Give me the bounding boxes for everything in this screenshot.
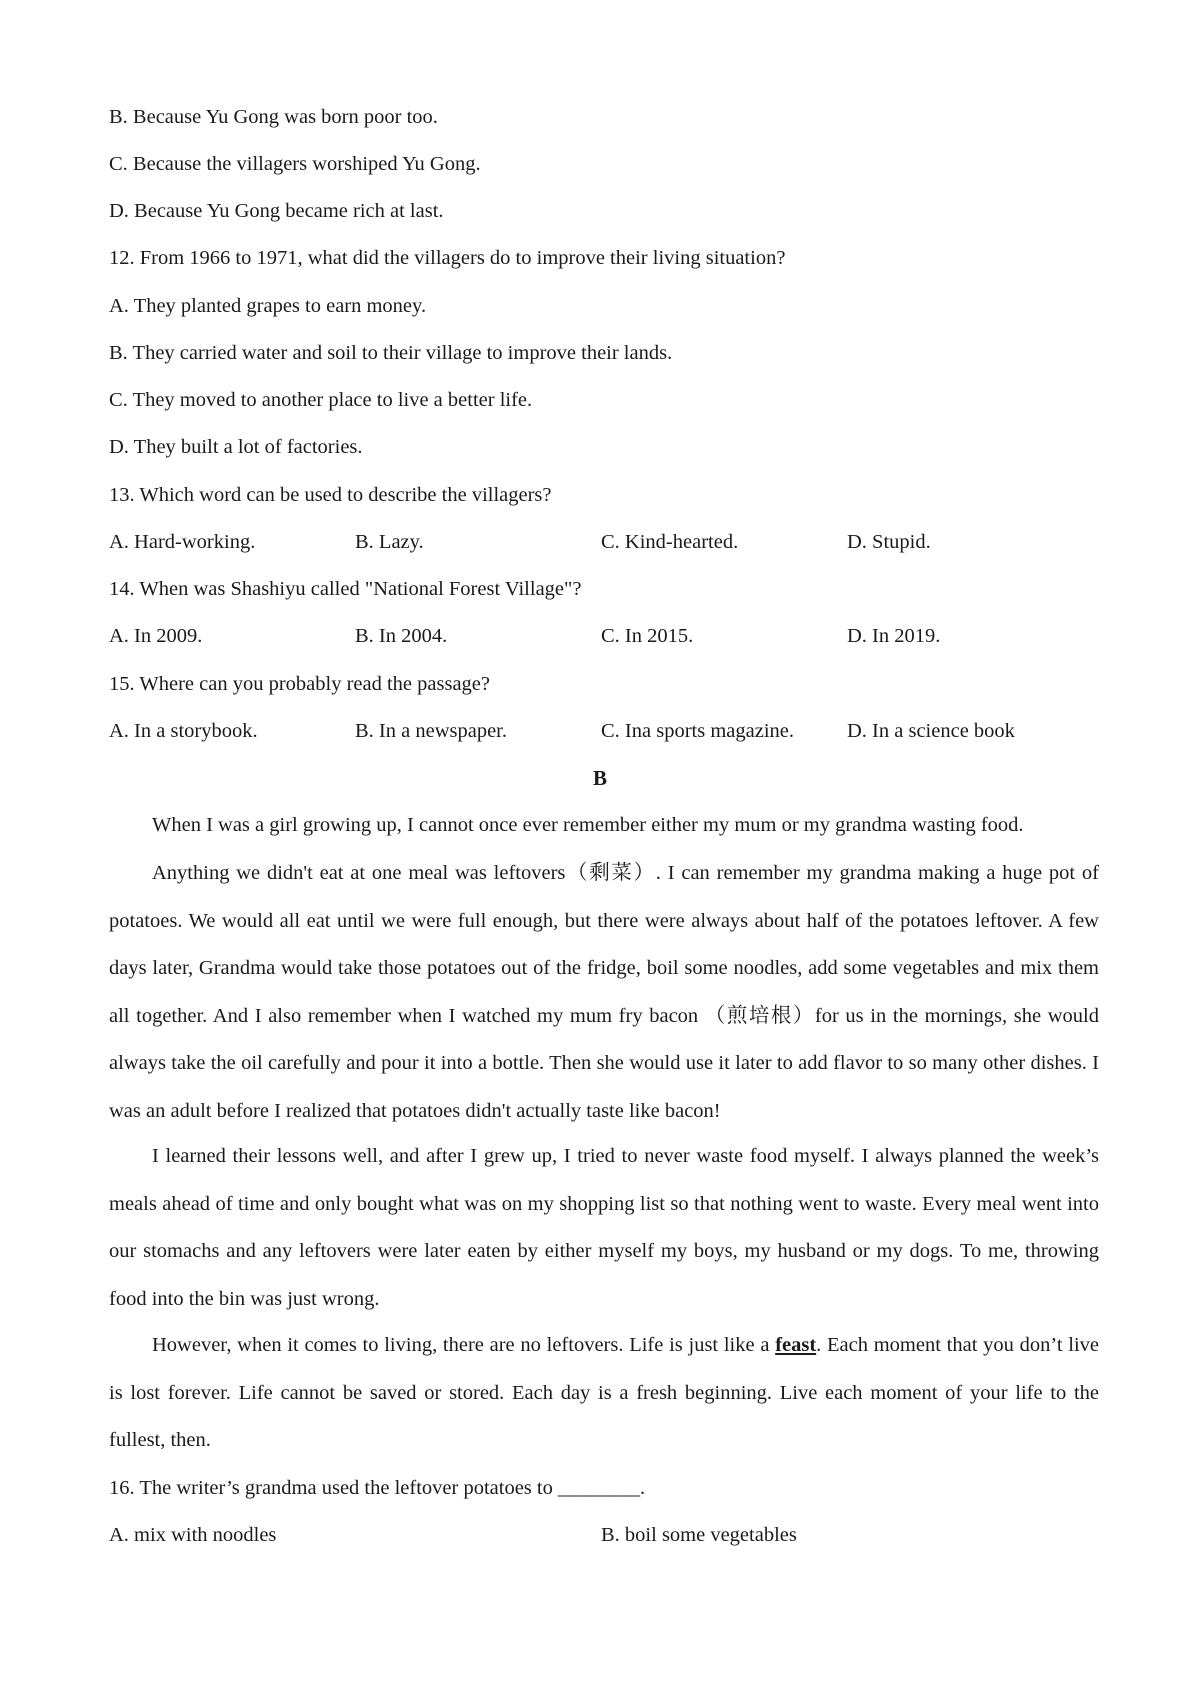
passage-paragraph-3: I learned their lessons well, and after I grew up, I tried to never waste food myself. I always planned the week’s meals ahead of time and only bought what was on my shopping list so that nothing went to waste. Every meal went into our stomachs and any leftovers were later eaten by either myself my boys, my husband or my dogs. To me, throwing food into the bin was just wrong. (109, 1145, 1099, 1310)
q15-option-a: A. In a storybook. (109, 720, 258, 742)
q11-option-d: D. Because Yu Gong became rich at last. (109, 200, 444, 222)
q13-question: 13. Which word can be used to describe the villagers? (109, 484, 552, 506)
q14-option-a: A. In 2009. (109, 625, 203, 647)
paragraph-4-text-after: . Each moment that you don’t live is lost forever. Life cannot be saved or stored. Each day is a fresh beginning. Live each moment of your life to the fullest, then. (109, 1334, 1100, 1451)
q15-option-c: C. Ina sports magazine. (601, 720, 794, 742)
q16-option-b: B. boil some vegetables (601, 1524, 797, 1546)
keyword-feast: feast (775, 1334, 817, 1356)
passage-paragraph-4 (109, 1322, 1099, 1464)
section-b-heading: B (592, 766, 607, 790)
q11-option-c: C. Because the villagers worshiped Yu Gong. (109, 153, 481, 175)
q13-option-c: C. Kind-hearted. (601, 531, 739, 553)
q16-option-a: A. mix with noodles (109, 1524, 277, 1546)
q11-option-b: B. Because Yu Gong was born poor too. (109, 106, 438, 128)
q14-question: 14. When was Shashiyu called "National Forest Village"? (109, 578, 582, 600)
q15-option-b: B. In a newspaper. (355, 720, 507, 742)
q12-question: 12. From 1966 to 1971, what did the villagers do to improve their living situation? (109, 247, 786, 269)
q12-option-c: C. They moved to another place to live a better life. (109, 389, 533, 411)
q15-question: 15. Where can you probably read the passage? (109, 673, 490, 695)
q13-option-a: A. Hard-working. (109, 531, 256, 553)
paragraph-4-text-before: However, when it comes to living, there are no leftovers. Life is just like a (152, 1334, 776, 1356)
q13-option-d: D. Stupid. (847, 531, 931, 553)
q14-option-b: B. In 2004. (355, 625, 448, 647)
q12-option-d: D. They built a lot of factories. (109, 436, 363, 458)
q12-option-a: A. They planted grapes to earn money. (109, 295, 427, 317)
q12-option-b: B. They carried water and soil to their village to improve their lands. (109, 342, 673, 364)
passage-paragraph-1: When I was a girl growing up, I cannot once ever remember either my mum or my grandma wasting food. (152, 814, 1024, 836)
q15-option-d: D. In a science book (847, 720, 1015, 742)
q14-option-d: D. In 2019. (847, 625, 941, 647)
q14-option-c: C. In 2015. (601, 625, 694, 647)
q16-question: 16. The writer’s grandma used the leftover potatoes to ________. (109, 1477, 646, 1499)
q13-option-b: B. Lazy. (355, 531, 424, 553)
passage-paragraph-2: Anything we didn't eat at one meal was leftovers（剩菜）. I can remember my grandma making a huge pot of potatoes. We would all eat until we were full enough, but there were always about half of the potatoes leftover. A few days later, Grandma would take those potatoes out of the fridge, boil some noodles, add some vegetables and mix them all together. And I also remember when I watched my mum fry bacon （煎培根）for us in the mornings, she would always take the oil carefully and pour it into a bottle. Then she would use it later to add flavor to so many other dishes. I was an adult before I realized that potatoes didn't actually taste like bacon! (109, 862, 1099, 1122)
